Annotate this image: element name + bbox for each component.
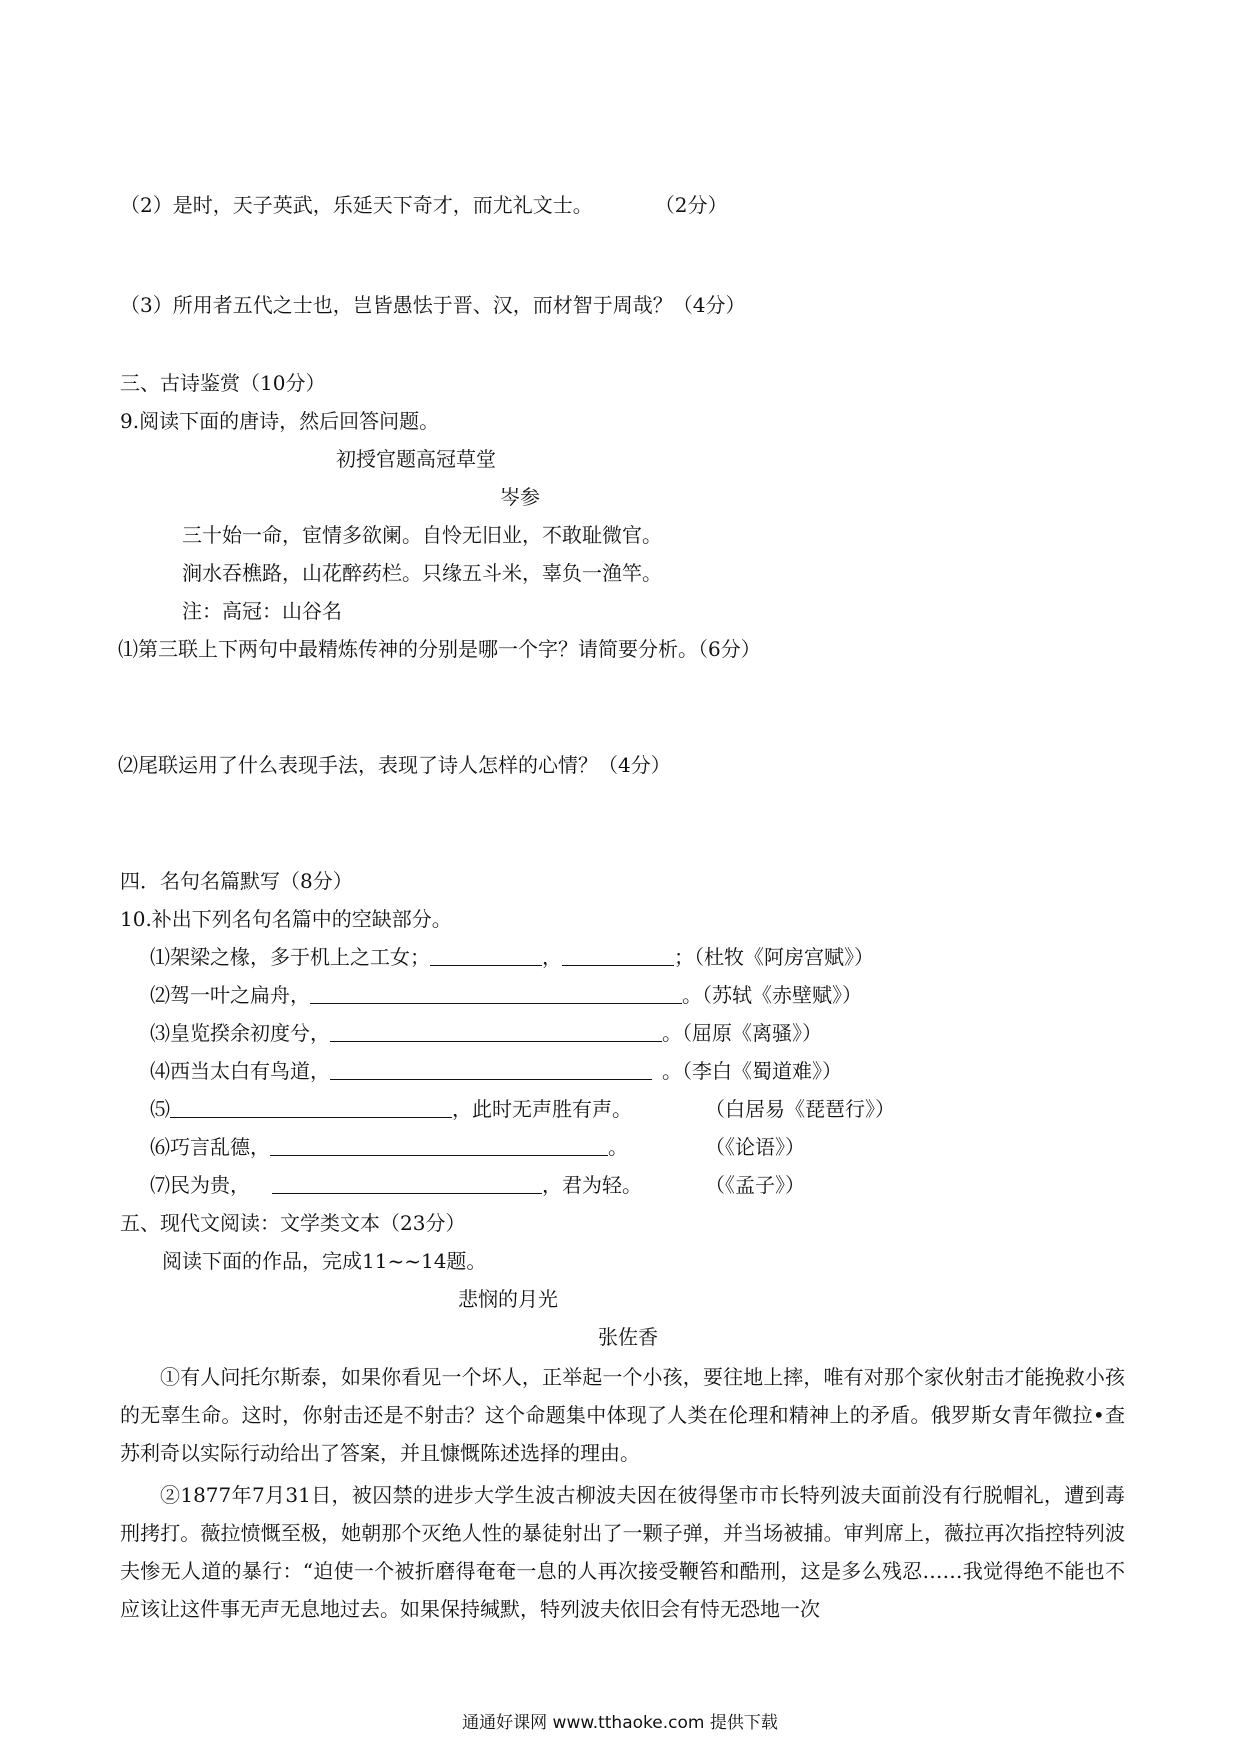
- answer-blank[interactable]: [430, 945, 542, 966]
- question-score: （2分）: [654, 193, 728, 217]
- fill-item-5-source: （白居易《琵琶行》）: [705, 1097, 895, 1121]
- fill-item-7: ⑺民为贵， ，君为轻。: [150, 1173, 642, 1197]
- poem-note: 注：高冠：山谷名: [182, 599, 342, 623]
- section-heading-recitation: 四．名句名篇默写（8分）: [120, 869, 353, 893]
- answer-blank[interactable]: [272, 1173, 542, 1194]
- article-paragraph-2: ②1877年7月31日，被囚禁的进步大学生波古柳波夫因在彼得堡市市长特列波夫面前没有行脱帽礼，遭到毒刑拷打。薇拉愤慨至极，她朝那个灭绝人性的暴徒射出了一颗子弹，并当场被捕。审判席上，薇拉再次指控特列波夫惨无人道的暴行：“迫使一个被折磨得奄奄一息的人再次接受鞭笞和酷刑，这是多么残忍……我觉得绝不能也不应该让这件事无声无息地过去。如果保持缄默，特列波夫依旧会有恃无恐地一次: [120, 1483, 1125, 1621]
- sub-question-1: ⑴第三联上下两句中最精炼传神的分别是哪一个字？请简要分析。（6分）: [118, 637, 761, 661]
- question-10: 10.补出下列名句名篇中的空缺部分。: [120, 907, 452, 931]
- fill-item-2: ⑵驾一叶之扁舟， 。（苏轼《赤壁赋》）: [150, 983, 862, 1007]
- answer-blank[interactable]: [310, 983, 682, 1004]
- article-author: 张佐香: [598, 1325, 658, 1349]
- section-heading-modern-reading: 五、现代文阅读：文学类文本（23分）: [120, 1211, 466, 1235]
- answer-blank[interactable]: [170, 1097, 452, 1118]
- poem-line-1: 三十始一命，宦情多欲阑。自怜无旧业，不敢耻微官。: [182, 523, 662, 547]
- answer-blank[interactable]: [270, 1135, 608, 1156]
- article-paragraph-1: ①有人问托尔斯泰，如果你看见一个坏人，正举起一个小孩，要往地上摔，唯有对那个家伙射击才能挽救小孩的无辜生命。这时，你射击还是不射击？这个命题集中体现了人类在伦理和精神上的矛盾。俄罗斯女青年微拉•查苏利奇以实际行动给出了答案，并且慷慨陈述选择的理由。: [120, 1365, 1125, 1465]
- reading-intro: 阅读下面的作品，完成11~~14题。: [162, 1249, 487, 1273]
- sub-question-2: ⑵尾联运用了什么表现手法，表现了诗人怎样的心情？（4分）: [118, 753, 671, 777]
- fill-item-4: ⑷西当太白有鸟道， 。（李白《蜀道难》）: [150, 1059, 842, 1083]
- fill-item-5: ⑸ ，此时无声胜有声。: [150, 1097, 632, 1121]
- answer-blank[interactable]: [562, 945, 674, 966]
- question-translate-3: （3）所用者五代之士也，岂皆愚怯于晋、汉，而材智于周哉？（4分）: [120, 293, 746, 317]
- question-9: 9.阅读下面的唐诗，然后回答问题。: [120, 409, 440, 433]
- question-text: （2）是时，天子英武，乐延天下奇才，而尤礼文士。: [120, 193, 593, 217]
- answer-blank[interactable]: [330, 1059, 652, 1080]
- poem-line-2: 涧水吞樵路，山花醉药栏。只缘五斗米，辜负一渔竿。: [182, 561, 662, 585]
- question-translate-2: [120, 192, 727, 218]
- page-footer: 通通好课网 www.tthaoke.com 提供下载: [462, 1713, 778, 1733]
- fill-item-6: ⑹巧言乱德， 。: [150, 1135, 628, 1159]
- article-title: 悲悯的月光: [458, 1287, 558, 1311]
- poem-author: 岑参: [500, 485, 540, 509]
- fill-item-3: ⑶皇览揆余初度兮， 。（屈原《离骚》）: [150, 1021, 822, 1045]
- poem-title: 初授官题高冠草堂: [336, 447, 496, 471]
- fill-item-7-source: （《孟子》）: [705, 1173, 805, 1197]
- answer-blank[interactable]: [330, 1021, 662, 1042]
- fill-item-6-source: （《论语》）: [705, 1135, 805, 1159]
- fill-item-1: ⑴架梁之椽，多于机上之工女； ， ；（杜牧《阿房宫赋》）: [150, 945, 874, 969]
- section-heading-poetry: 三、古诗鉴赏（10分）: [120, 371, 326, 395]
